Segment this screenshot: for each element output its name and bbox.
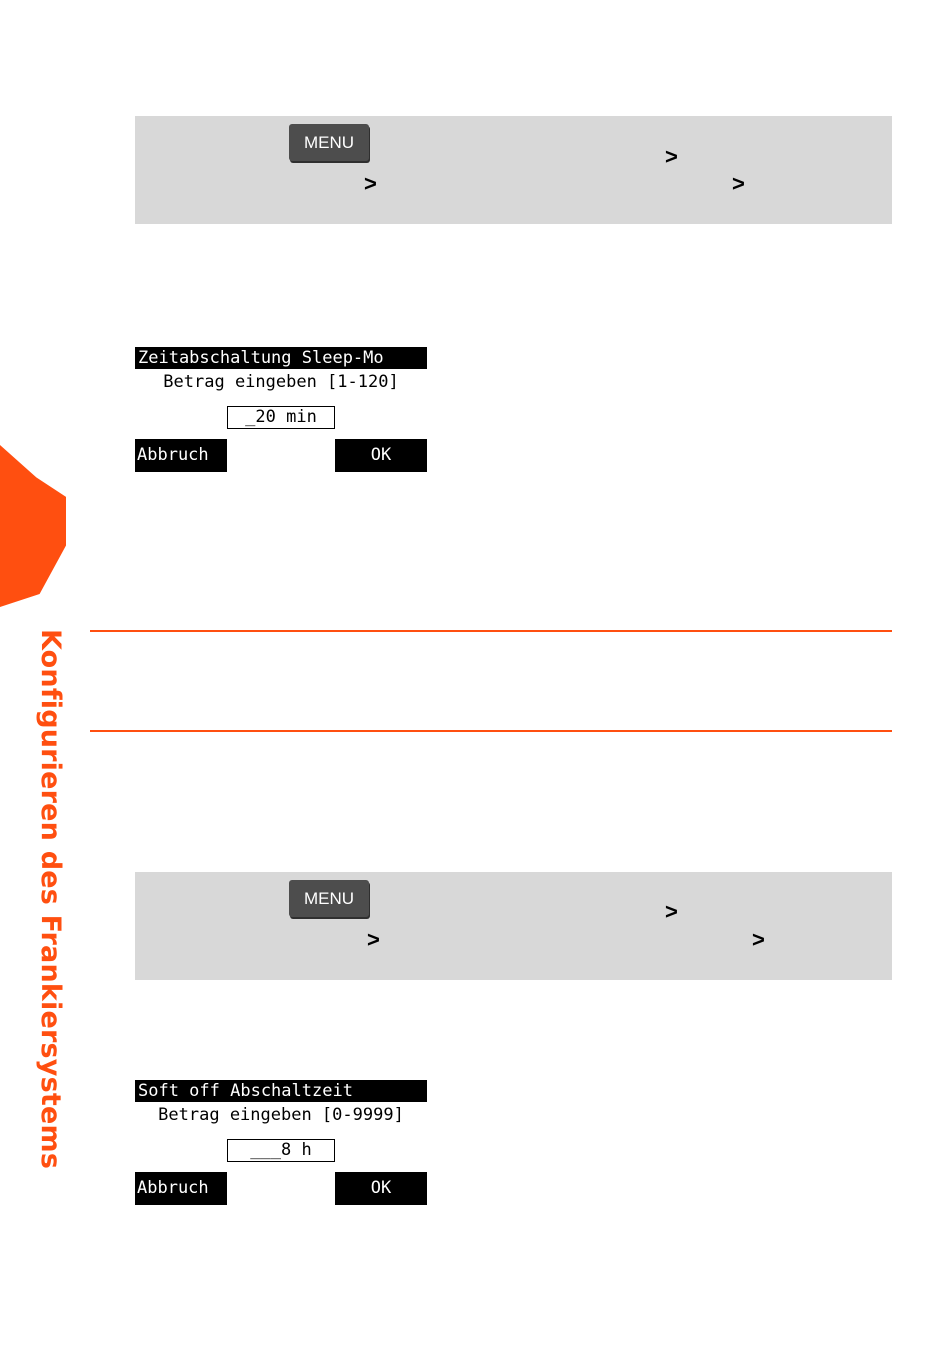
section-title: Konfigurieren des Frankiersystems (35, 629, 66, 1170)
cancel-button[interactable]: Abbruch (135, 439, 227, 472)
cancel-button[interactable]: Abbruch (135, 1172, 227, 1205)
path-separator: > (364, 171, 377, 196)
menu-key-icon: MENU (289, 124, 369, 161)
path-separator: > (367, 927, 380, 952)
hours-input[interactable]: ___8 h (227, 1139, 335, 1162)
divider-bottom (90, 730, 892, 732)
path-separator: > (732, 171, 745, 196)
ok-button[interactable]: OK (335, 439, 427, 472)
screen-title: Soft off Abschaltzeit (135, 1080, 427, 1102)
screen-title: Zeitabschaltung Sleep-Mo (135, 347, 427, 369)
ok-button[interactable]: OK (335, 1172, 427, 1205)
soft-off-timeout-screen (135, 1080, 427, 1220)
screen-prompt: Betrag eingeben [0-9999] (158, 1105, 404, 1125)
menu-key-icon: MENU (289, 880, 369, 917)
divider-top (90, 630, 892, 632)
path-separator: > (665, 899, 678, 924)
path-separator: > (665, 144, 678, 169)
menu-path-box-2 (135, 872, 892, 980)
menu-path-box-1 (135, 116, 892, 224)
minutes-input[interactable]: _20 min (227, 406, 335, 429)
sleep-mode-timeout-screen (135, 347, 427, 487)
section-tab (0, 445, 66, 607)
screen-prompt: Betrag eingeben [1-120] (163, 372, 399, 392)
path-separator: > (752, 927, 765, 952)
